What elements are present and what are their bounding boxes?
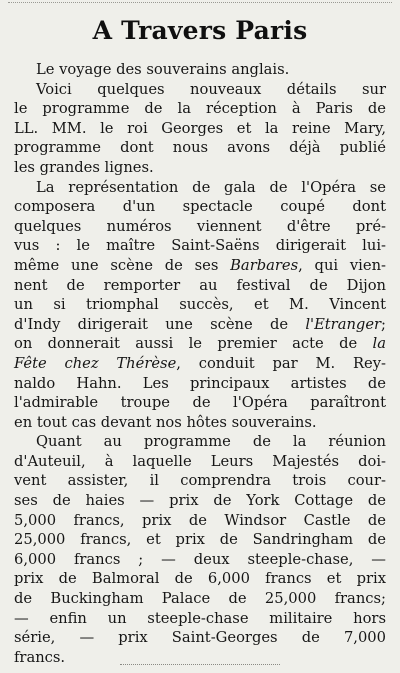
text-line [14,452,386,472]
text-run: ses de haies — prix de York Cottage de [14,492,386,510]
text-line [14,471,386,491]
text-line [14,569,386,589]
text-run: Quant au programme de la réunion [36,433,386,451]
italic-text: l'Etranger [305,315,382,333]
text-line [14,334,386,354]
text-run: d'Indy dirigerait une scène de [14,315,306,333]
text-line [14,138,386,158]
text-run: même une scène de ses [14,256,231,274]
text-run: La représentation de gala de l'Opéra se [36,178,386,196]
text-line [14,589,386,609]
text-run: ; [381,315,386,333]
text-line [14,217,386,237]
text-line [14,413,386,433]
text-run: , qui vien- [298,256,386,274]
text-run: composera d'un spectacle coupé dont [14,198,386,216]
text-run: 6,000 francs ; — deux steeple-chase, — [14,550,386,568]
bottom-divider [120,664,280,665]
text-line [14,393,386,413]
text-run: en tout cas devant nos hôtes souverains. [14,413,317,431]
text-line [14,119,386,139]
text-run: d'Auteuil, à laquelle Leurs Majestés doi- [14,452,386,470]
text-run: nent de remporter au festival de Dijon [14,276,386,294]
text-line [14,315,386,335]
article-paragraph [14,432,386,667]
text-line [14,511,386,531]
text-run: de Buckingham Palace de 25,000 francs; [14,590,386,608]
text-run: — enfin un steeple-chase militaire hors [14,609,386,627]
text-line [14,236,386,256]
text-line [14,491,386,511]
text-run: vus : le maître Saint-Saëns dirigerait lui- [14,237,386,255]
text-run: Voici quelques nouveaux détails sur [36,80,386,98]
top-divider [8,2,392,3]
text-run: on donnerait aussi le premier acte de [14,335,373,353]
article-paragraph [14,178,386,433]
text-line [14,256,386,276]
text-line [14,295,386,315]
text-line [14,80,386,100]
text-run: francs. [14,648,66,666]
text-run: série, — prix Saint-Georges de 7,000 [14,629,386,647]
text-line [14,550,386,570]
text-run: le programme de la réception à Paris de [14,100,386,118]
text-run: vent assister, il comprendra trois cour- [14,472,386,490]
text-run: un si triomphal succès, et M. Vincent [14,296,386,314]
italic-text: Fête chez Thérèse [14,354,177,372]
text-run: 5,000 francs, prix de Windsor Castle de [14,511,386,529]
italic-text: la [372,335,386,353]
text-run: l'admirable troupe de l'Opéra paraîtront [14,394,386,412]
text-line [14,609,386,629]
text-run: naldo Hahn. Les principaux artistes de [14,374,386,392]
text-line [14,99,386,119]
subhead-line: Le voyage des souverains anglais. [36,61,290,78]
text-run: prix de Balmoral de 6,000 francs et prix [14,570,386,588]
text-line [14,374,386,394]
text-run: 25,000 francs, et prix de Sandringham de [14,531,386,549]
text-run: les grandes lignes. [14,158,154,176]
article-body [14,60,386,667]
article-subhead [14,60,386,80]
text-line [14,158,386,178]
text-line [14,432,386,452]
text-line [14,197,386,217]
text-line [14,628,386,648]
text-run: programme dont nous avons déjà publié [14,139,386,157]
text-line [14,178,386,198]
text-run: , conduit par M. Rey- [176,354,386,372]
text-line [14,276,386,296]
article-paragraph [14,80,386,178]
italic-text: Barbares [230,256,299,274]
text-line [14,354,386,374]
article-paragraphs [14,80,386,668]
article-headline: A Travers Paris [92,16,308,45]
text-run: LL. MM. le roi Georges et la reine Mary, [14,119,386,137]
text-line [14,530,386,550]
text-run: quelques numéros viennent d'être pré- [14,217,386,235]
